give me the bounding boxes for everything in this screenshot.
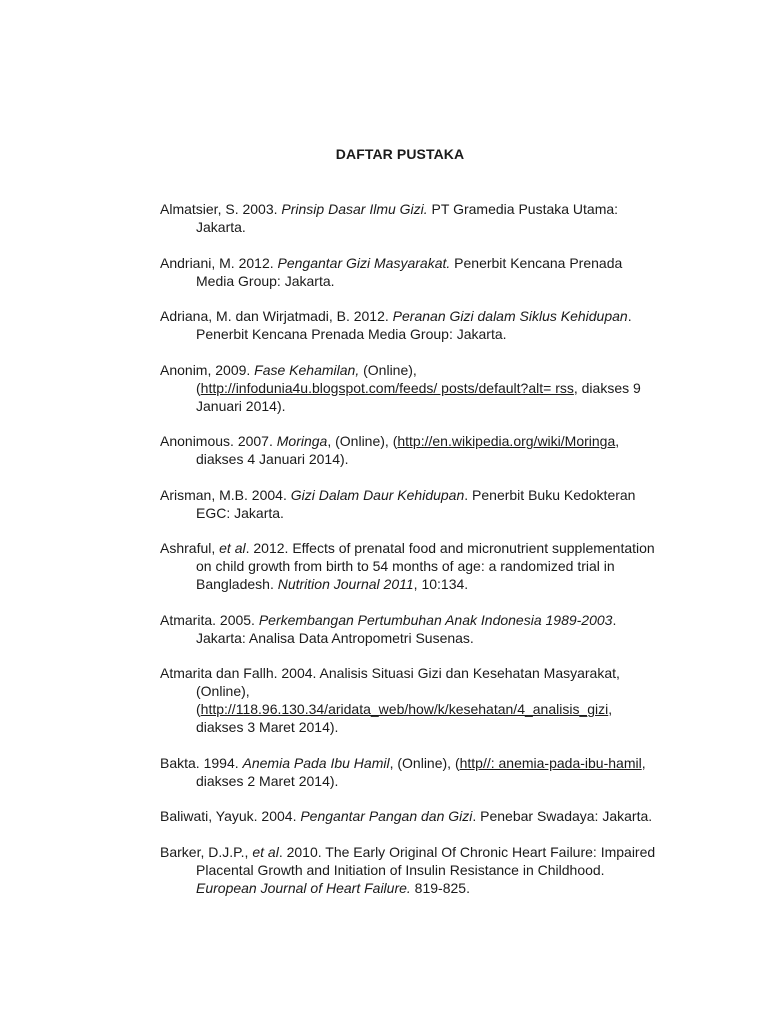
ref-text: (Online), ( [196, 361, 417, 396]
ref-text: Ashraful, [160, 540, 220, 556]
reference-item [160, 611, 660, 647]
ref-text: 819-825. [410, 879, 470, 896]
reference-item [160, 307, 660, 343]
reference-item [160, 486, 660, 522]
ref-link[interactable]: http://118.96.130.34/aridata_web/how/k/kesehatan/4_analisis_gizi [200, 701, 609, 717]
ref-text: Arisman, M.B. 2004. [160, 486, 291, 503]
ref-journal: Nutrition Journal 2011 [277, 576, 414, 592]
ref-text: . 2012. Effects of prenatal food and micronutrient supplementation on child growth from birth to 54 months of age: a randomized trial in Bangladesh. [196, 540, 655, 592]
ref-text: Barker, D.J.P., [160, 843, 253, 860]
reference-item [160, 200, 660, 236]
ref-title: Pengantar Pangan dan Gizi [300, 808, 473, 824]
ref-text: . Jakarta: Analisa Data Antropometri Susenas. [196, 611, 617, 646]
ref-title: Anemia Pada Ibu Hamil [242, 754, 390, 771]
ref-link[interactable]: http://en.wikipedia.org/wiki/Moringa [397, 433, 616, 449]
ref-text: Almatsier, S. 2003. [160, 201, 282, 217]
ref-link[interactable]: http//: anemia-pada-ibu-hamil [459, 754, 642, 771]
ref-text: . Penerbit Kencana Prenada Media Group: Jakarta. [196, 308, 632, 342]
ref-text: , diakses 4 Januari 2014). [196, 433, 620, 467]
ref-text: , diakses 2 Maret 2014). [196, 754, 646, 789]
page-title: DAFTAR PUSTAKA [335, 146, 465, 162]
ref-title: Perkembangan Pertumbuhan Anak Indonesia 1989-2003 [258, 611, 613, 628]
ref-text: Adriana, M. dan Wirjatmadi, B. 2012. [160, 308, 393, 324]
reference-item [160, 254, 660, 290]
reference-item [160, 539, 660, 593]
ref-title: Pengantar Gizi Masyarakat. [277, 254, 451, 271]
ref-link[interactable]: http://infodunia4u.blogspot.com/feeds/ posts/default?alt= rss [200, 379, 574, 396]
ref-text: Atmarita dan Fallh. 2004. Analisis Situasi Gizi dan Kesehatan Masyarakat, (Online), ( [160, 665, 620, 717]
ref-text: . Penerbit Buku Kedokteran EGC: Jakarta. [196, 486, 636, 521]
ref-text: Andriani, M. 2012. [160, 254, 278, 271]
ref-title: Fase Kehamilan, [254, 361, 360, 378]
reference-item [160, 361, 660, 415]
ref-text: . 2010. The Early Original Of Chronic Heart Failure: Impaired Placental Growth and Initiation of Insulin Resistance in Childhood. [196, 843, 656, 878]
ref-text: , diakses 3 Maret 2014). [196, 701, 613, 735]
ref-text: , 10:134. [413, 576, 469, 592]
ref-text: Baliwati, Yayuk. 2004. [160, 808, 301, 824]
ref-text: . Penebar Swadaya: Jakarta. [472, 808, 653, 824]
ref-title: Prinsip Dasar Ilmu Gizi. [281, 201, 428, 217]
ref-title: Moringa [276, 433, 328, 449]
ref-title: Gizi Dalam Daur Kehidupan [290, 486, 465, 503]
ref-text: Anonimous. 2007. [160, 433, 277, 449]
ref-title: et al [252, 843, 279, 860]
ref-text: , diakses 9 Januari 2014). [196, 379, 641, 414]
ref-text: Atmarita. 2005. [160, 611, 259, 628]
reference-item [160, 432, 660, 468]
ref-text: , (Online), ( [389, 754, 460, 771]
ref-title: et al [219, 540, 246, 556]
reference-item [160, 664, 660, 736]
reference-list [160, 200, 660, 914]
reference-item [160, 843, 660, 897]
reference-item [160, 754, 660, 790]
ref-text: PT Gramedia Pustaka Utama: Jakarta. [196, 201, 619, 235]
ref-text: Bakta. 1994. [160, 754, 243, 771]
ref-text: Penerbit Kencana Prenada Media Group: Jakarta. [196, 254, 623, 289]
ref-text: Anonim, 2009. [160, 361, 255, 378]
ref-text: , (Online), ( [327, 433, 398, 449]
ref-journal: European Journal of Heart Failure. [196, 879, 411, 896]
ref-title: Peranan Gizi dalam Siklus Kehidupan [392, 308, 628, 324]
reference-item [160, 807, 660, 825]
